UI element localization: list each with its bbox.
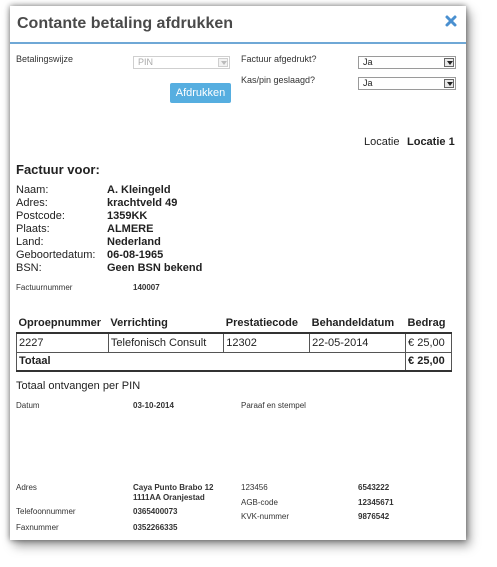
chevron-down-icon[interactable] [444, 58, 454, 67]
footer-fax-value: 0352266335 [133, 523, 178, 532]
footer-fax-label: Faxnummer [16, 523, 59, 532]
cell-service-code: 12302 [224, 333, 310, 352]
field-bsn-label: BSN: [16, 262, 42, 274]
payment-method-label: Betalingswijze [16, 54, 74, 64]
received-per-pin-text: Totaal ontvangen per PIN [16, 380, 141, 392]
field-city-value: ALMERE [107, 223, 154, 235]
invoice-printed-value: Ja [363, 57, 373, 67]
location-value: Locatie 1 [407, 136, 455, 148]
payment-method-select [133, 56, 230, 69]
cell-treatment-date: 22-05-2014 [310, 333, 406, 352]
field-country-value: Nederland [107, 236, 161, 248]
table-header-row [17, 314, 452, 333]
cell-call-number: 2227 [17, 333, 109, 352]
field-name-value: A. Kleingeld [107, 184, 171, 196]
field-city-label: Plaats: [16, 223, 50, 235]
chevron-down-icon [218, 58, 228, 67]
footer-code-label: 123456 [241, 483, 268, 492]
table-row [17, 333, 452, 352]
invoice-number-label: Factuurnummer [16, 283, 73, 292]
col-header-service-code: Prestatiecode [224, 314, 310, 333]
footer-address-line2: 1111AA Oranjestad [133, 493, 205, 502]
field-country-label: Land: [16, 236, 44, 248]
footer-kvk-label: KVK-nummer [241, 512, 290, 521]
footer-phone-label: Telefoonnummer [16, 507, 76, 516]
col-header-treatment-date: Behandeldatum [310, 314, 406, 333]
footer-agb-label: AGB-code [241, 498, 278, 507]
table-total-row [17, 352, 452, 371]
footer-code-value: 6543222 [358, 483, 390, 492]
cash-pin-success-select[interactable] [358, 77, 456, 90]
field-postcode-label: Postcode: [16, 210, 65, 222]
footer-phone-value: 0365400073 [133, 507, 178, 516]
footer-kvk-value: 9876542 [358, 512, 390, 521]
field-birthdate-value: 06-08-1965 [107, 249, 164, 261]
dialog-title: Contante betaling afdrukken [17, 15, 234, 32]
total-value: € 25,00 [406, 352, 452, 371]
total-label: Totaal [17, 352, 406, 371]
payment-method-value: PIN [138, 57, 154, 67]
cell-amount: € 25,00 [406, 333, 452, 352]
date-label: Datum [16, 401, 40, 410]
footer-address-line1: Caya Punto Brabo 12 [133, 483, 214, 492]
invoice-printed-select[interactable] [358, 56, 456, 69]
date-value: 03-10-2014 [133, 401, 174, 410]
location-label: Locatie [364, 136, 400, 148]
cash-pin-success-label: Kas/pin geslaagd? [241, 75, 316, 85]
field-bsn-value: Geen BSN bekend [107, 262, 203, 274]
col-header-call-number: Oproepnummer [17, 314, 109, 333]
footer-agb-value: 12345671 [358, 498, 394, 507]
invoice-heading: Factuur voor: [16, 162, 100, 177]
chevron-down-icon[interactable] [444, 79, 454, 88]
field-address-label: Adres: [16, 197, 48, 209]
col-header-amount: Bedrag [406, 314, 452, 333]
field-birthdate-label: Geboortedatum: [16, 249, 96, 261]
field-name-label: Naam: [16, 184, 49, 196]
invoice-number-value: 140007 [133, 283, 160, 292]
cash-pin-success-value: Ja [363, 78, 373, 88]
cell-procedure: Telefonisch Consult [108, 333, 223, 352]
signature-label: Paraaf en stempel [241, 401, 306, 410]
invoice-printed-label: Factuur afgedrukt? [241, 54, 317, 64]
footer-address-label: Adres [16, 483, 37, 492]
field-postcode-value: 1359KK [107, 210, 148, 222]
print-button[interactable]: Afdrukken [170, 83, 231, 103]
field-address-value: krachtveld 49 [107, 197, 178, 209]
print-payment-dialog [10, 6, 466, 540]
dialog-titlebar [10, 6, 466, 44]
col-header-procedure: Verrichting [108, 314, 223, 333]
invoice-table [16, 314, 452, 372]
close-icon[interactable] [444, 14, 458, 28]
